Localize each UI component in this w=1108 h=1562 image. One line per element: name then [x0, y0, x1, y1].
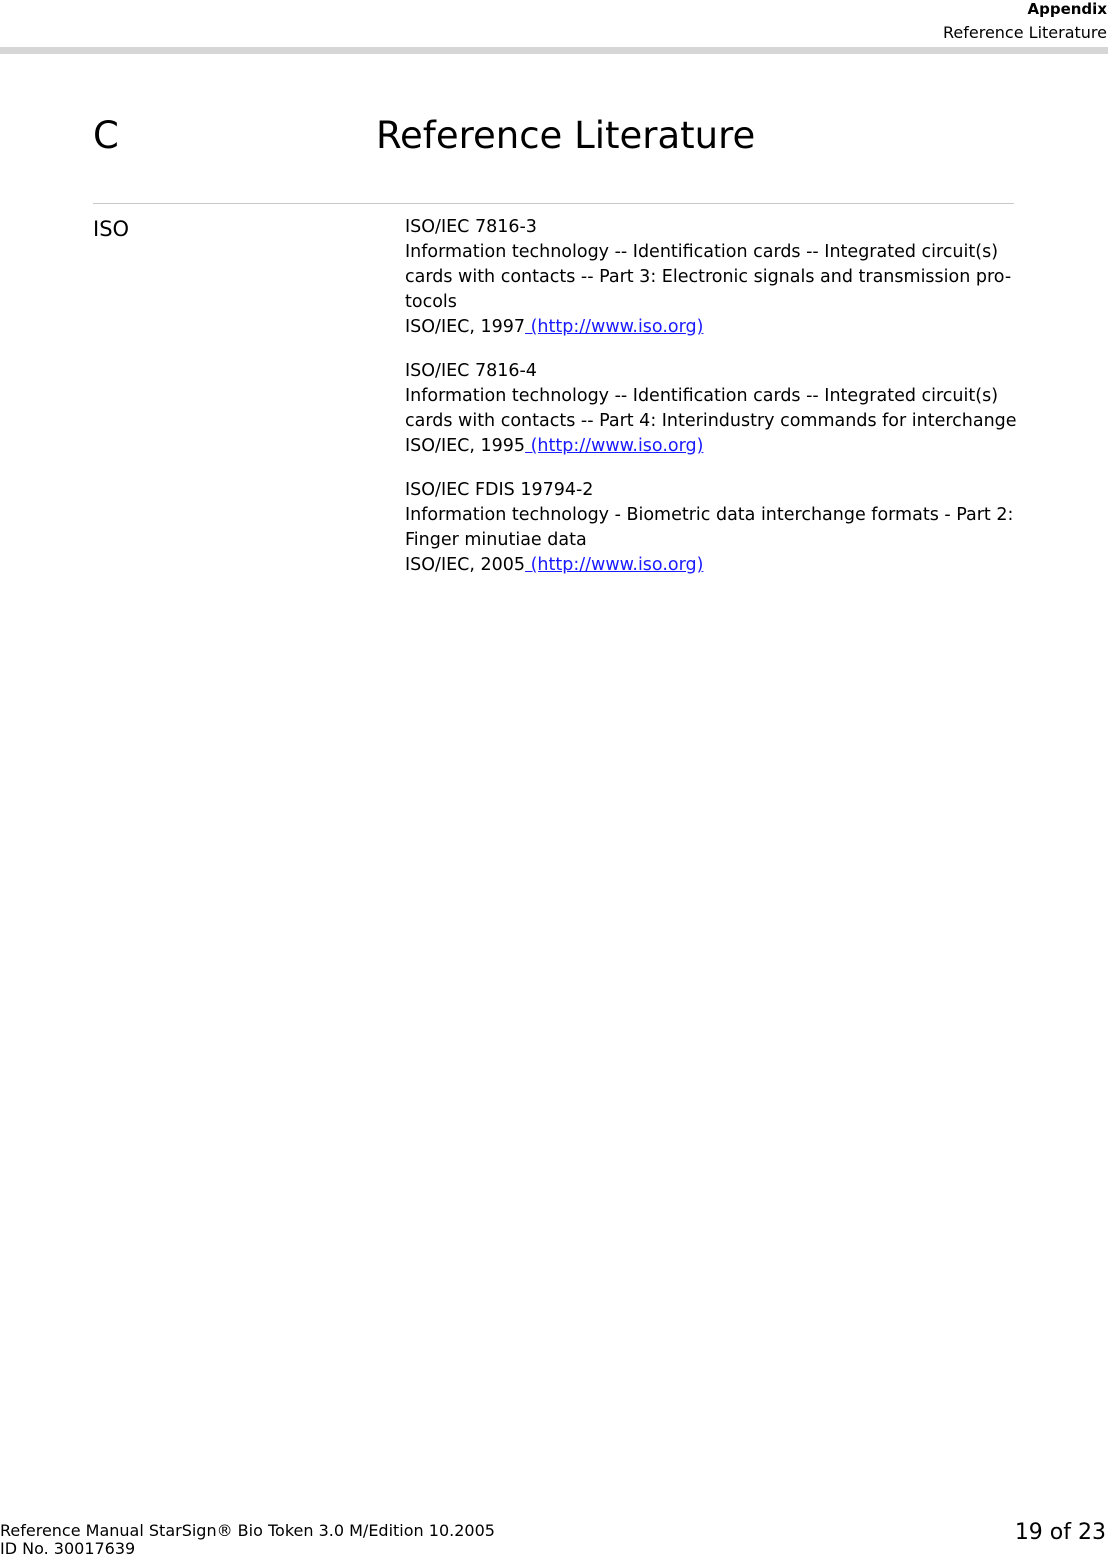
reference-id: ISO/IEC 7816-4 — [405, 361, 537, 381]
reference-id: ISO/IEC 7816-3 — [405, 217, 537, 237]
iso-website-link[interactable]: (http://www.iso.org) — [525, 555, 704, 575]
reference-publisher-year: ISO/IEC, 2005 — [405, 555, 526, 575]
running-header — [943, 0, 1107, 45]
reference-publisher-year: ISO/IEC, 1995 — [405, 436, 526, 456]
side-heading: ISO — [93, 217, 130, 241]
footer-document-info — [0, 1522, 495, 1558]
reference-description-line: Information technology -- Identification cards -- Integrated circuit(s) — [405, 242, 999, 262]
reference-description-line: Finger minutiae data — [405, 530, 587, 550]
iso-website-link[interactable]: (http://www.iso.org) — [525, 436, 704, 456]
header-divider — [0, 47, 1108, 54]
reference-publisher-year: ISO/IEC, 1997 — [405, 317, 526, 337]
chapter-letter: C — [93, 114, 119, 157]
reference-description-line: cards with contacts -- Part 4: Interindustry commands for interchange — [405, 411, 1017, 431]
reference-description-line: Information technology - Biometric data interchange formats - Part 2: — [405, 505, 1014, 525]
reference-source-line — [405, 434, 1025, 459]
header-subsection: Reference Literature — [943, 23, 1107, 42]
reference-description-line: tocols — [405, 292, 457, 312]
footer-id-number: ID No. 30017639 — [0, 1539, 136, 1558]
reference-entry — [405, 359, 1025, 459]
reference-entry — [405, 478, 1025, 578]
reference-source-line — [405, 553, 1025, 578]
reference-entry — [405, 215, 1025, 340]
iso-website-link[interactable]: (http://www.iso.org) — [525, 317, 704, 337]
header-section: Appendix — [1027, 0, 1107, 18]
reference-id: ISO/IEC FDIS 19794-2 — [405, 480, 594, 500]
reference-source-line — [405, 315, 1025, 340]
reference-description-line: Information technology -- Identification cards -- Integrated circuit(s) — [405, 386, 999, 406]
footer-manual-title: Reference Manual StarSign® Bio Token 3.0 M/Edition 10.2005 — [0, 1521, 495, 1540]
reference-description-line: cards with contacts -- Part 3: Electronic signals and transmission pro- — [405, 267, 1012, 287]
page-number: 19 of 23 — [1014, 1520, 1106, 1545]
chapter-title: Reference Literature — [376, 114, 756, 157]
reference-list — [405, 215, 1025, 597]
title-divider — [93, 203, 1014, 204]
